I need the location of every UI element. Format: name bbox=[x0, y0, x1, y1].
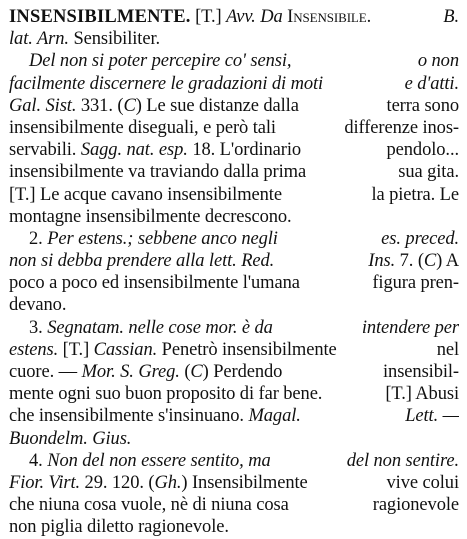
entry-line-21: 4. Non del non essere sentito, ma del non sentire. bbox=[29, 450, 459, 471]
entry-headword: INSENSIBILMENTE. bbox=[9, 7, 191, 27]
entry-line-2: lat. Arn. Sensibiliter. bbox=[9, 29, 161, 50]
entry-line-17: cuore. — Mor. S. Greg. (C) Perdendo insensibil- bbox=[9, 362, 459, 382]
dictionary-entry bbox=[9, 6, 459, 539]
entry-line-20: Buondelm. Gius. bbox=[9, 428, 132, 449]
entry-line-12: non si debba prendere alla lett. Red. Ins. 7. (C) A bbox=[9, 251, 459, 272]
entry-line-16: estens. [T.] Cassian. Penetrò insensibilmente nel bbox=[9, 339, 459, 360]
entry-line-24: non piglia diletto ragionevole. bbox=[9, 517, 229, 538]
entry-line-14: devano. bbox=[9, 295, 67, 316]
entry-line-13: poco a poco ed insensibilmente l'umana figura pren- bbox=[9, 273, 459, 294]
entry-line-6: insensibilmente diseguali, e però tali differenze inos- bbox=[9, 117, 459, 138]
entry-line-15: 3. Segnatam. nelle cose mor. è da intendere per bbox=[29, 317, 459, 338]
entry-line-5: Gal. Sist. 331. (C) Le sue distanze dalla terra sono bbox=[9, 95, 459, 116]
entry-line-22: Fior. Virt. 29. 120. (Gh.) Insensibilmente vive colui bbox=[9, 472, 459, 493]
entry-line-8: insensibilmente va traviando dalla prima sua gita. bbox=[9, 162, 459, 183]
entry-line-4: facilmente discernere le gradazioni di moti e d'atti. bbox=[9, 73, 459, 94]
entry-line-23: che niuna cosa vuole, nè di niuna cosa ragionevole bbox=[9, 495, 459, 516]
entry-line-10: montagne insensibilmente decrescono. bbox=[9, 206, 292, 227]
entry-line-19: che insensibilmente s'insinuano. Magal. Lett. — bbox=[9, 406, 459, 427]
entry-line-3: Del non si poter percepire co' sensi, o non bbox=[29, 51, 459, 72]
entry-line-18: mente ogni suo buon proposito di far bene. [T.] Abusi bbox=[9, 384, 459, 405]
entry-line-1: INSENSIBILMENTE. [T.] Avv. Da Insensibile. B. bbox=[9, 7, 459, 27]
entry-line-9: [T.] Le acque cavano insensibilmente la pietra. Le bbox=[9, 184, 459, 205]
entry-line-7: servabili. Sagg. nat. esp. 18. L'ordinario pendolo... bbox=[9, 140, 459, 161]
entry-line-11: 2. Per estens.; sebbene anco negli es. preced. bbox=[29, 228, 459, 249]
